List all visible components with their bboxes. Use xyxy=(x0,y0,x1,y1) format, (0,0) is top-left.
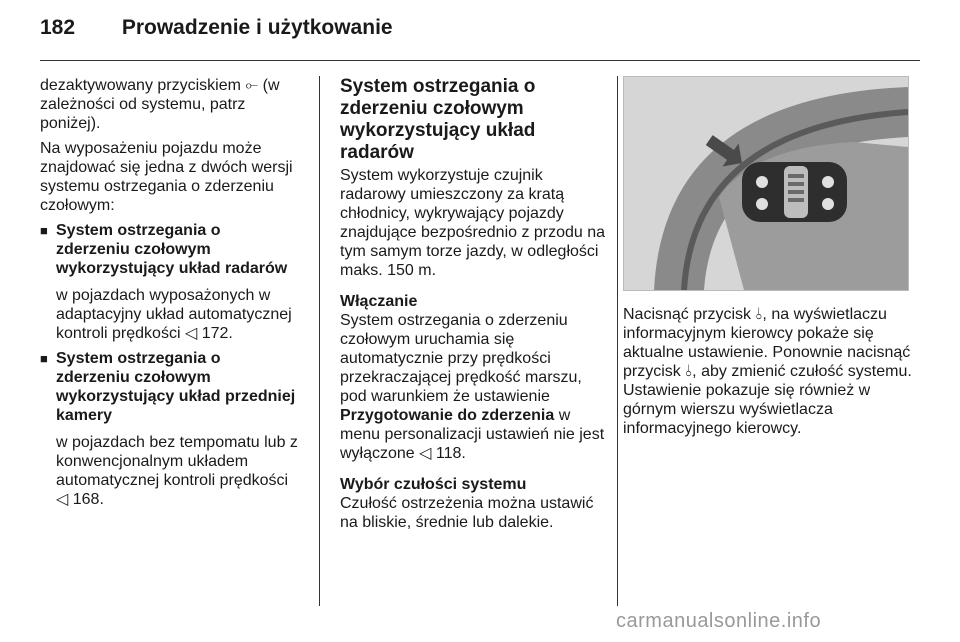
page-title: Prowadzenie i użytkowanie xyxy=(121,16,393,39)
page-header xyxy=(40,16,393,40)
steering-wheel-image xyxy=(623,76,909,291)
paragraph: Na wyposażeniu pojazdu może znajdować się jedna z dwóch wersji systemu ostrzegania o zderzeniu czołowym: xyxy=(40,140,293,214)
column-divider xyxy=(617,76,618,606)
bullet-icon: ■ xyxy=(40,223,48,238)
column-divider xyxy=(319,76,320,606)
paragraph: Nacisnąć przycisk ⫰, na wyświetlaczu informacyjnym kierowcy pokaże się aktualne ustawienie. Ponownie nacisnąć przycisk ⫰, aby zmienić czułość systemu. Ustawienie pokazuje się również w górnym wierszu wyświetlacza informacyjnego kierowcy. xyxy=(623,306,912,437)
section-heading: System ostrzegania o zderzeniu czołowym wykorzystujący układ radarów xyxy=(340,76,536,163)
page-number: 182 xyxy=(40,16,76,39)
paragraph: Czułość ostrzeżenia można ustawić na bliskie, średnie lub dalekie. xyxy=(340,495,594,531)
steering-wheel-illustration xyxy=(624,77,908,290)
header-rule xyxy=(40,60,920,61)
column-right xyxy=(623,76,913,444)
bullet-item xyxy=(40,221,298,278)
bullet-item xyxy=(40,349,298,425)
paragraph-text: w menu personalizacji ustawień nie jest wyłączone ◁ 118. xyxy=(340,407,605,462)
paragraph: dezaktywowany przyciskiem ⟜ (w zależności od systemu, patrz poniżej). xyxy=(40,77,280,132)
bullet-title: System ostrzegania o zderzeniu czołowym wykorzystujący układ przedniej kamery xyxy=(56,350,296,424)
watermark: carmanualsonline.info xyxy=(616,610,822,632)
bullet-title: System ostrzegania o zderzeniu czołowym wykorzystujący układ radarów xyxy=(56,222,288,277)
subheading: Włączanie xyxy=(340,293,418,310)
bullet-text: w pojazdach bez tempomatu lub z konwencjonalnym układem automatycznej kontroli prędkości ◁ 168. xyxy=(56,434,298,508)
paragraph-text: System ostrzegania o zderzeniu czołowym uruchamia się automatycznie przy prędkości przekraczającej prędkość marszu, pod warunkiem że ustawienie xyxy=(340,312,582,405)
bullet-icon: ■ xyxy=(40,351,48,366)
setting-name: Przygotowanie do zderzenia xyxy=(340,407,555,424)
bullet-text: w pojazdach wyposażonych w adaptacyjny układ automatycznej kontroli prędkości ◁ 172. xyxy=(56,287,292,342)
column-middle xyxy=(340,76,608,538)
subheading: Wybór czułości systemu xyxy=(340,476,527,493)
paragraph: System wykorzystuje czujnik radarowy umieszczony za kratą chłodnicy, wykrywający pojazdy znajdujące bezpośrednio z przodu na tym samym torze jazdy, w odległości maks. 150 m. xyxy=(340,167,606,279)
paragraph xyxy=(340,311,608,463)
column-left xyxy=(40,76,298,515)
